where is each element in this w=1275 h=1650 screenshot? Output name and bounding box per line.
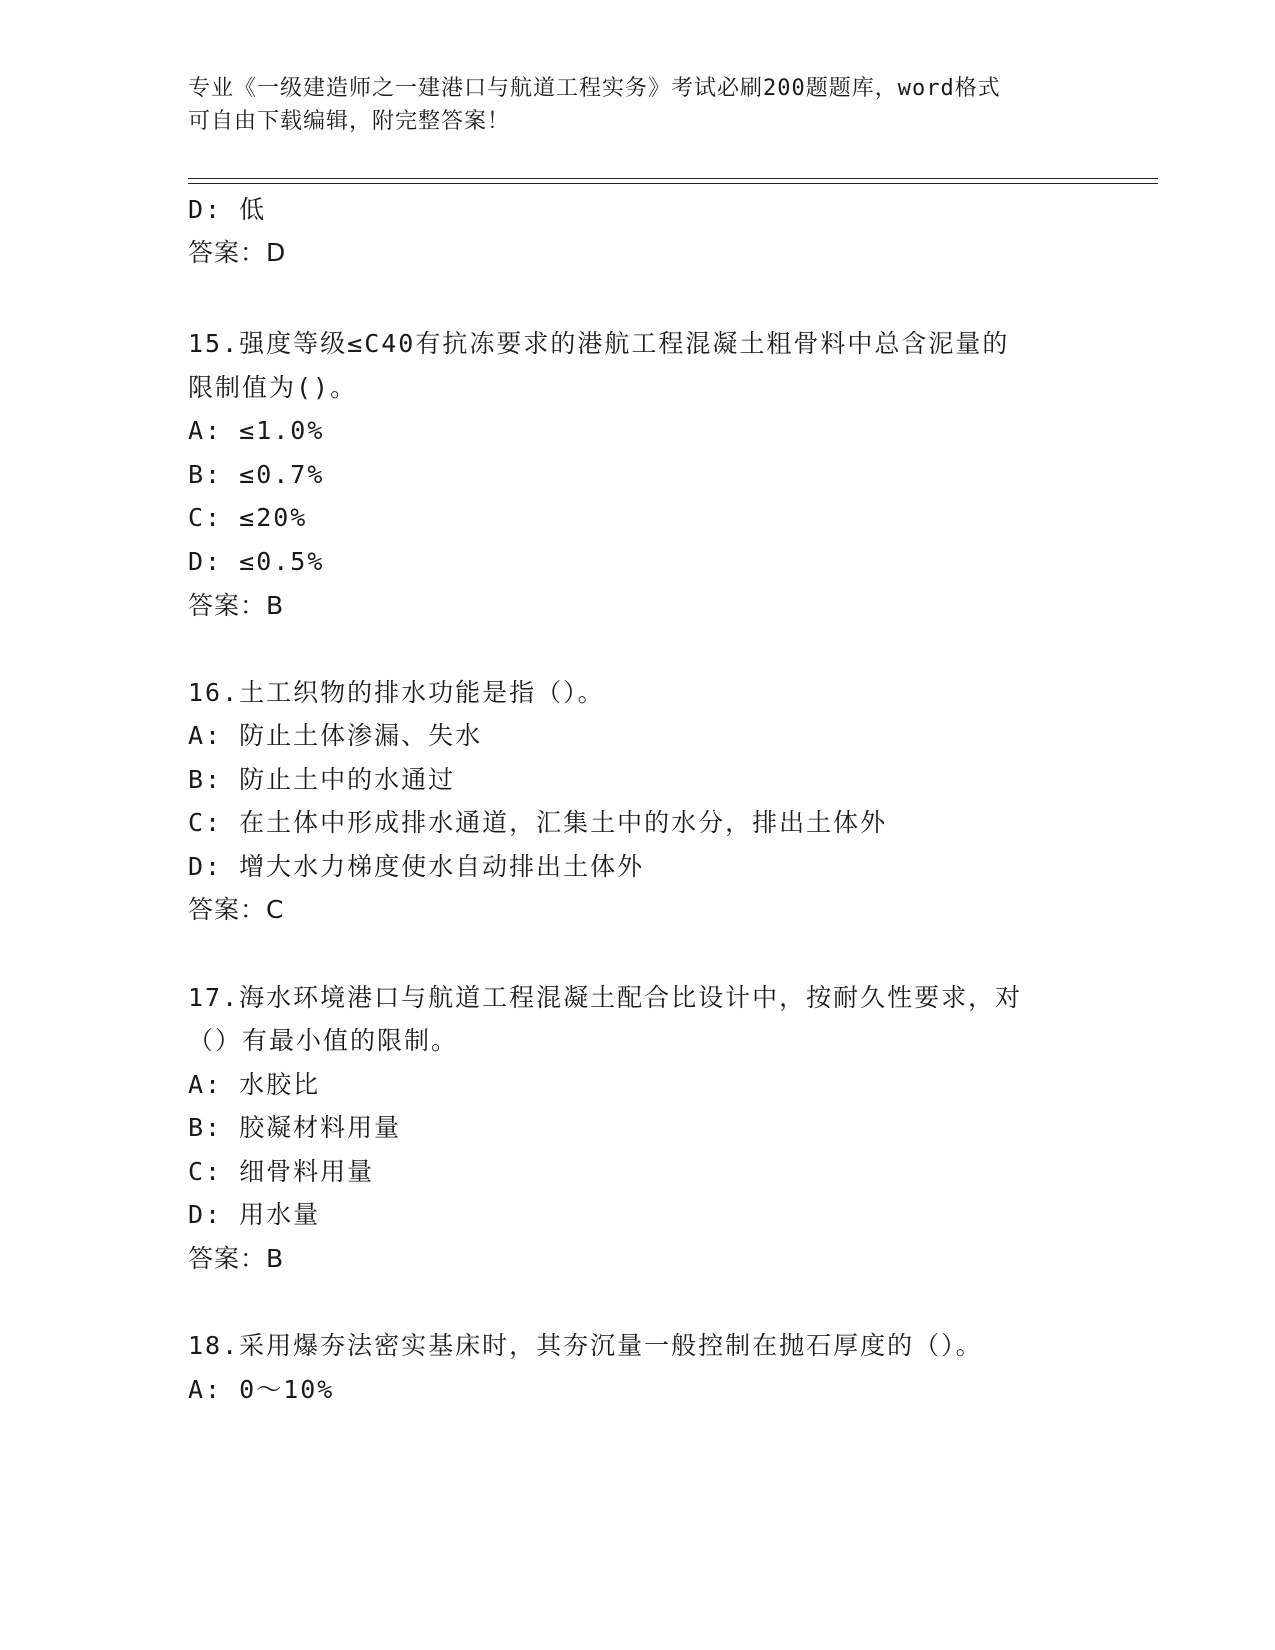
q17-option-d: D: 用水量 (188, 1200, 321, 1229)
q16-option-a: A: 防止土体渗漏、失水 (188, 721, 483, 750)
q17-option-a: A: 水胶比 (188, 1070, 321, 1099)
q16-option-d: D: 增大水力梯度使水自动排出土体外 (188, 852, 645, 881)
q16-option-c: C: 在土体中形成排水通道，汇集土中的水分，排出土体外 (188, 808, 888, 837)
header-title-line-1: 专业《一级建造师之一建港口与航道工程实务》考试必刷200题题库，word格式 (188, 76, 1001, 101)
q15-option-c: C: ≤20% (188, 503, 308, 532)
q17-stem-line-2: （）有最小值的限制。 (188, 1026, 459, 1055)
q15-option-a: A: ≤1.0% (188, 416, 325, 445)
q18-option-a: A: 0～10% (188, 1375, 335, 1404)
q15-stem-line-2: 限制值为()。 (188, 373, 358, 402)
q16-answer: 答案：C (188, 895, 285, 924)
prev-option-d: D: 低 (188, 195, 267, 224)
q17-option-b: B: 胶凝材料用量 (188, 1113, 402, 1142)
q16-stem-line-1: 16.土工织物的排水功能是指（）。 (188, 678, 605, 707)
q15-stem-line-1: 15.强度等级≤C40有抗冻要求的港航工程混凝土粗骨料中总含泥量的 (188, 329, 1010, 358)
q15-option-b: B: ≤0.7% (188, 460, 325, 489)
q15-answer: 答案：B (188, 591, 285, 620)
prev-answer: 答案：D (188, 238, 287, 267)
header-divider-top (188, 178, 1158, 179)
q18-stem-line-1: 18.采用爆夯法密实基床时，其夯沉量一般控制在抛石厚度的（）。 (188, 1331, 983, 1360)
q15-option-d: D: ≤0.5% (188, 547, 325, 576)
q16-option-b: B: 防止土中的水通过 (188, 765, 456, 794)
q17-stem-line-1: 17.海水环境港口与航道工程混凝土配合比设计中，按耐久性要求，对 (188, 983, 1023, 1012)
header-title-line-2: 可自由下载编辑，附完整答案！ (188, 109, 511, 134)
header-divider-bottom (188, 183, 1158, 184)
q17-answer: 答案：B (188, 1244, 285, 1273)
q17-option-c: C: 细骨料用量 (188, 1157, 375, 1186)
document-header (188, 72, 1068, 138)
